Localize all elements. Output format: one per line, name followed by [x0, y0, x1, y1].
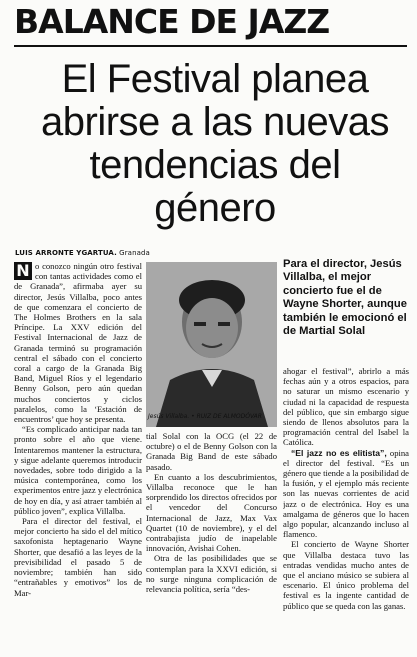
byline-author: LUIS ARRONTE YGARTUA. [15, 249, 117, 257]
photo-caption: Jesús Villalba. • RUIZ DE ALMODÓVAR [148, 413, 262, 420]
article-paragraph: tial Solal con la OCG (el 22 de octubre) o el de Benny Golson con la Granada Big Band de este sábado pasado. [146, 431, 277, 472]
article-paragraph: Otra de las posibilidades que se contemplan para la XXVI edición, si no surge ninguna complicación de relevancia política, sería “des- [146, 553, 277, 595]
article-paragraph: ahogar el festival”, abrirlo a más fechas aún y a otros espacios, para no saturar un mismo escenario y ciudad ni la capacidad de respuesta del público, que sin embargo sigue siendo de llenos absolutos para la programación central del Isabel la Católica. [283, 366, 409, 448]
article-column-2 [146, 431, 277, 653]
article-paragraph: N o conozco ningún otro festival con tantas actividades como el de Granada”, afirmaba ayer su director, Jesús Villalba, poco antes de que comenzara el concierto de The Holmes Brothers en la sala Príncipe. La XXV edición del Festival Internacional de Jazz de Granada terminó su programación central el sábado con el concierto coral a cargo de la Granada Big Band, Miguel Ríos y el legendario Benny Golson, pero aún quedan muchos conciertos y ciclos paralelos, como la ‘Estación de encuentros’ que hoy se presenta. [14, 261, 142, 425]
article-paragraph: El concierto de Wayne Shorter que Villalba destaca tuvo las entradas vendidas mucho antes de que el anciano músico se subiera al escenario. El único problema del festival es la ingente cantidad de público que se queda con las ganas. [283, 539, 409, 611]
section-rule [14, 45, 407, 47]
article-paragraph: En cuanto a los descubrimientos, Villalba reconoce que le han sorprendido los directos ofrecidos por el vencedor del Concurso Internacional de Jazz, Max Vax Quartet (10 de noviembre), y el del contrabajista judío de inapelable innovación, Avishai Cohen. [146, 471, 277, 554]
photo-jesus-villalba [146, 262, 277, 427]
byline [15, 249, 285, 257]
portrait-image [146, 262, 277, 427]
byline-location: Granada [119, 249, 150, 257]
article-column-1 [14, 261, 142, 653]
section-title: BALANCE DE JAZZ [14, 2, 330, 41]
subhead-kicker: “El jazz no es elitista”, [291, 447, 387, 458]
article-paragraph: “El jazz no es elitista”, opina el director del festival. “Es un género que tiende a la posibilidad de la fusión, y el ejemplo más reciente son las nuevas corrientes de acid jazz o de electrónica. Hoy es una amalgama de géneros que lo hacen algo popular, alcanzando incluso al flamenco. [283, 447, 409, 540]
article-paragraph: “Es complicado anticipar nada tan pronto sobre el año que viene. Intentaremos mantener la estructura, y sigue adelante queremos introducir novedades, sobre todo dirigido a la música contemporánea, como los experimentos entre jazz y electrónica de hoy en día, y así atraer también al público joven”, explica Villalba. [14, 424, 142, 516]
drop-cap: N [14, 262, 32, 280]
headline: El Festival planea abrirse a las nuevas tendencias del género [41, 57, 389, 230]
article-paragraph: Para el director del festival, el mejor concierto ha sido el del mítico saxofonista heptagenario Wayne Shorter, que desafió a las leyes de la previsibilidad el pasado 5 de noviembre; también han sido “entrañables y emotivos” los de Mar- [14, 516, 142, 598]
article-column-3 [283, 366, 409, 653]
pull-quote: Para el director, Jesús Villalba, el mejor concierto fue el de Wayne Shorter, aunque también le emocionó el de Martial Solal [283, 258, 407, 338]
